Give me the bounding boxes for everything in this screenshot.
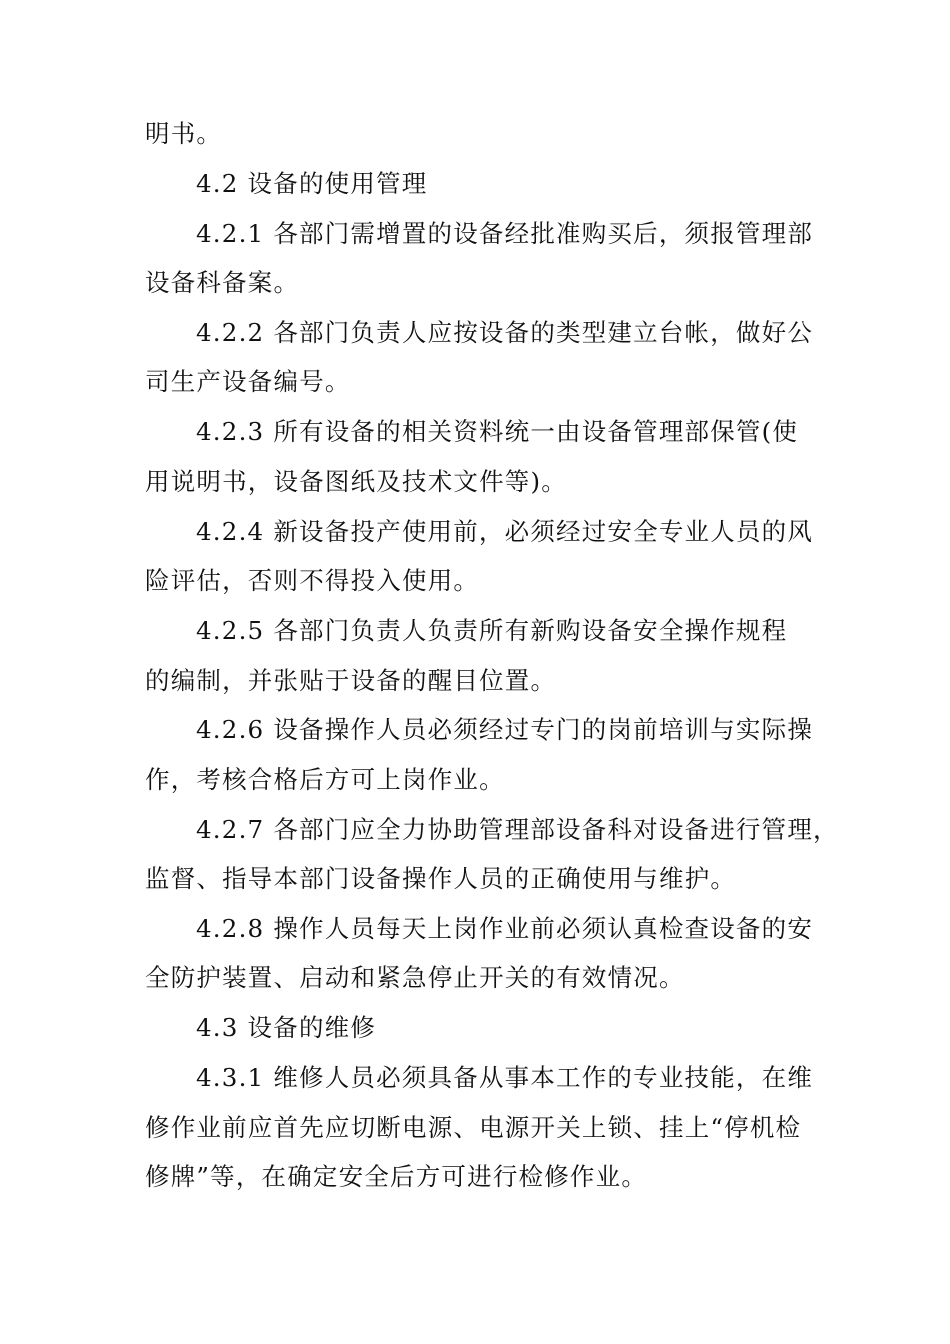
clause-4-3-1: 4.3.1 维修人员必须具备从事本工作的专业技能，在维	[196, 1063, 814, 1092]
clause-4-2-6-cont: 作，考核合格后方可上岗作业。	[145, 765, 505, 794]
clause-4-2-3-cont: 用说明书，设备图纸及技术文件等)。	[145, 467, 567, 496]
section-heading-4-2: 4.2 设备的使用管理	[196, 169, 428, 198]
clause-4-2-6: 4.2.6 设备操作人员必须经过专门的岗前培训与实际操	[196, 715, 814, 744]
clause-4-2-5: 4.2.5 各部门负责人负责所有新购设备安全操作规程	[196, 616, 788, 645]
clause-4-3-1-cont-1: 修作业前应首先应切断电源、电源开关上锁、挂上“停机检	[145, 1113, 802, 1142]
clause-4-2-4-cont: 险评估，否则不得投入使用。	[145, 566, 480, 595]
text-line-continuation: 明书。	[145, 119, 223, 148]
clause-4-2-2-cont: 司生产设备编号。	[145, 367, 351, 396]
section-heading-4-3: 4.3 设备的维修	[196, 1013, 377, 1042]
clause-4-2-1: 4.2.1 各部门需增置的设备经批准购买后，须报管理部	[196, 219, 814, 248]
clause-4-2-7-cont: 监督、指导本部门设备操作人员的正确使用与维护。	[145, 864, 737, 893]
clause-4-3-1-cont-2: 修牌”等，在确定安全后方可进行检修作业。	[145, 1162, 648, 1191]
clause-4-2-2: 4.2.2 各部门负责人应按设备的类型建立台帐，做好公	[196, 318, 814, 347]
clause-4-2-8-cont: 全防护装置、启动和紧急停止开关的有效情况。	[145, 963, 685, 992]
clause-4-2-5-cont: 的编制，并张贴于设备的醒目位置。	[145, 666, 557, 695]
clause-4-2-4: 4.2.4 新设备投产使用前，必须经过安全专业人员的风	[196, 517, 814, 546]
clause-4-2-7: 4.2.7 各部门应全力协助管理部设备科对设备进行管理，	[196, 815, 839, 844]
clause-4-2-3: 4.2.3 所有设备的相关资料统一由设备管理部保管(使	[196, 417, 799, 446]
clause-4-2-1-cont: 设备科备案。	[145, 268, 300, 297]
clause-4-2-8: 4.2.8 操作人员每天上岗作业前必须认真检查设备的安	[196, 914, 814, 943]
